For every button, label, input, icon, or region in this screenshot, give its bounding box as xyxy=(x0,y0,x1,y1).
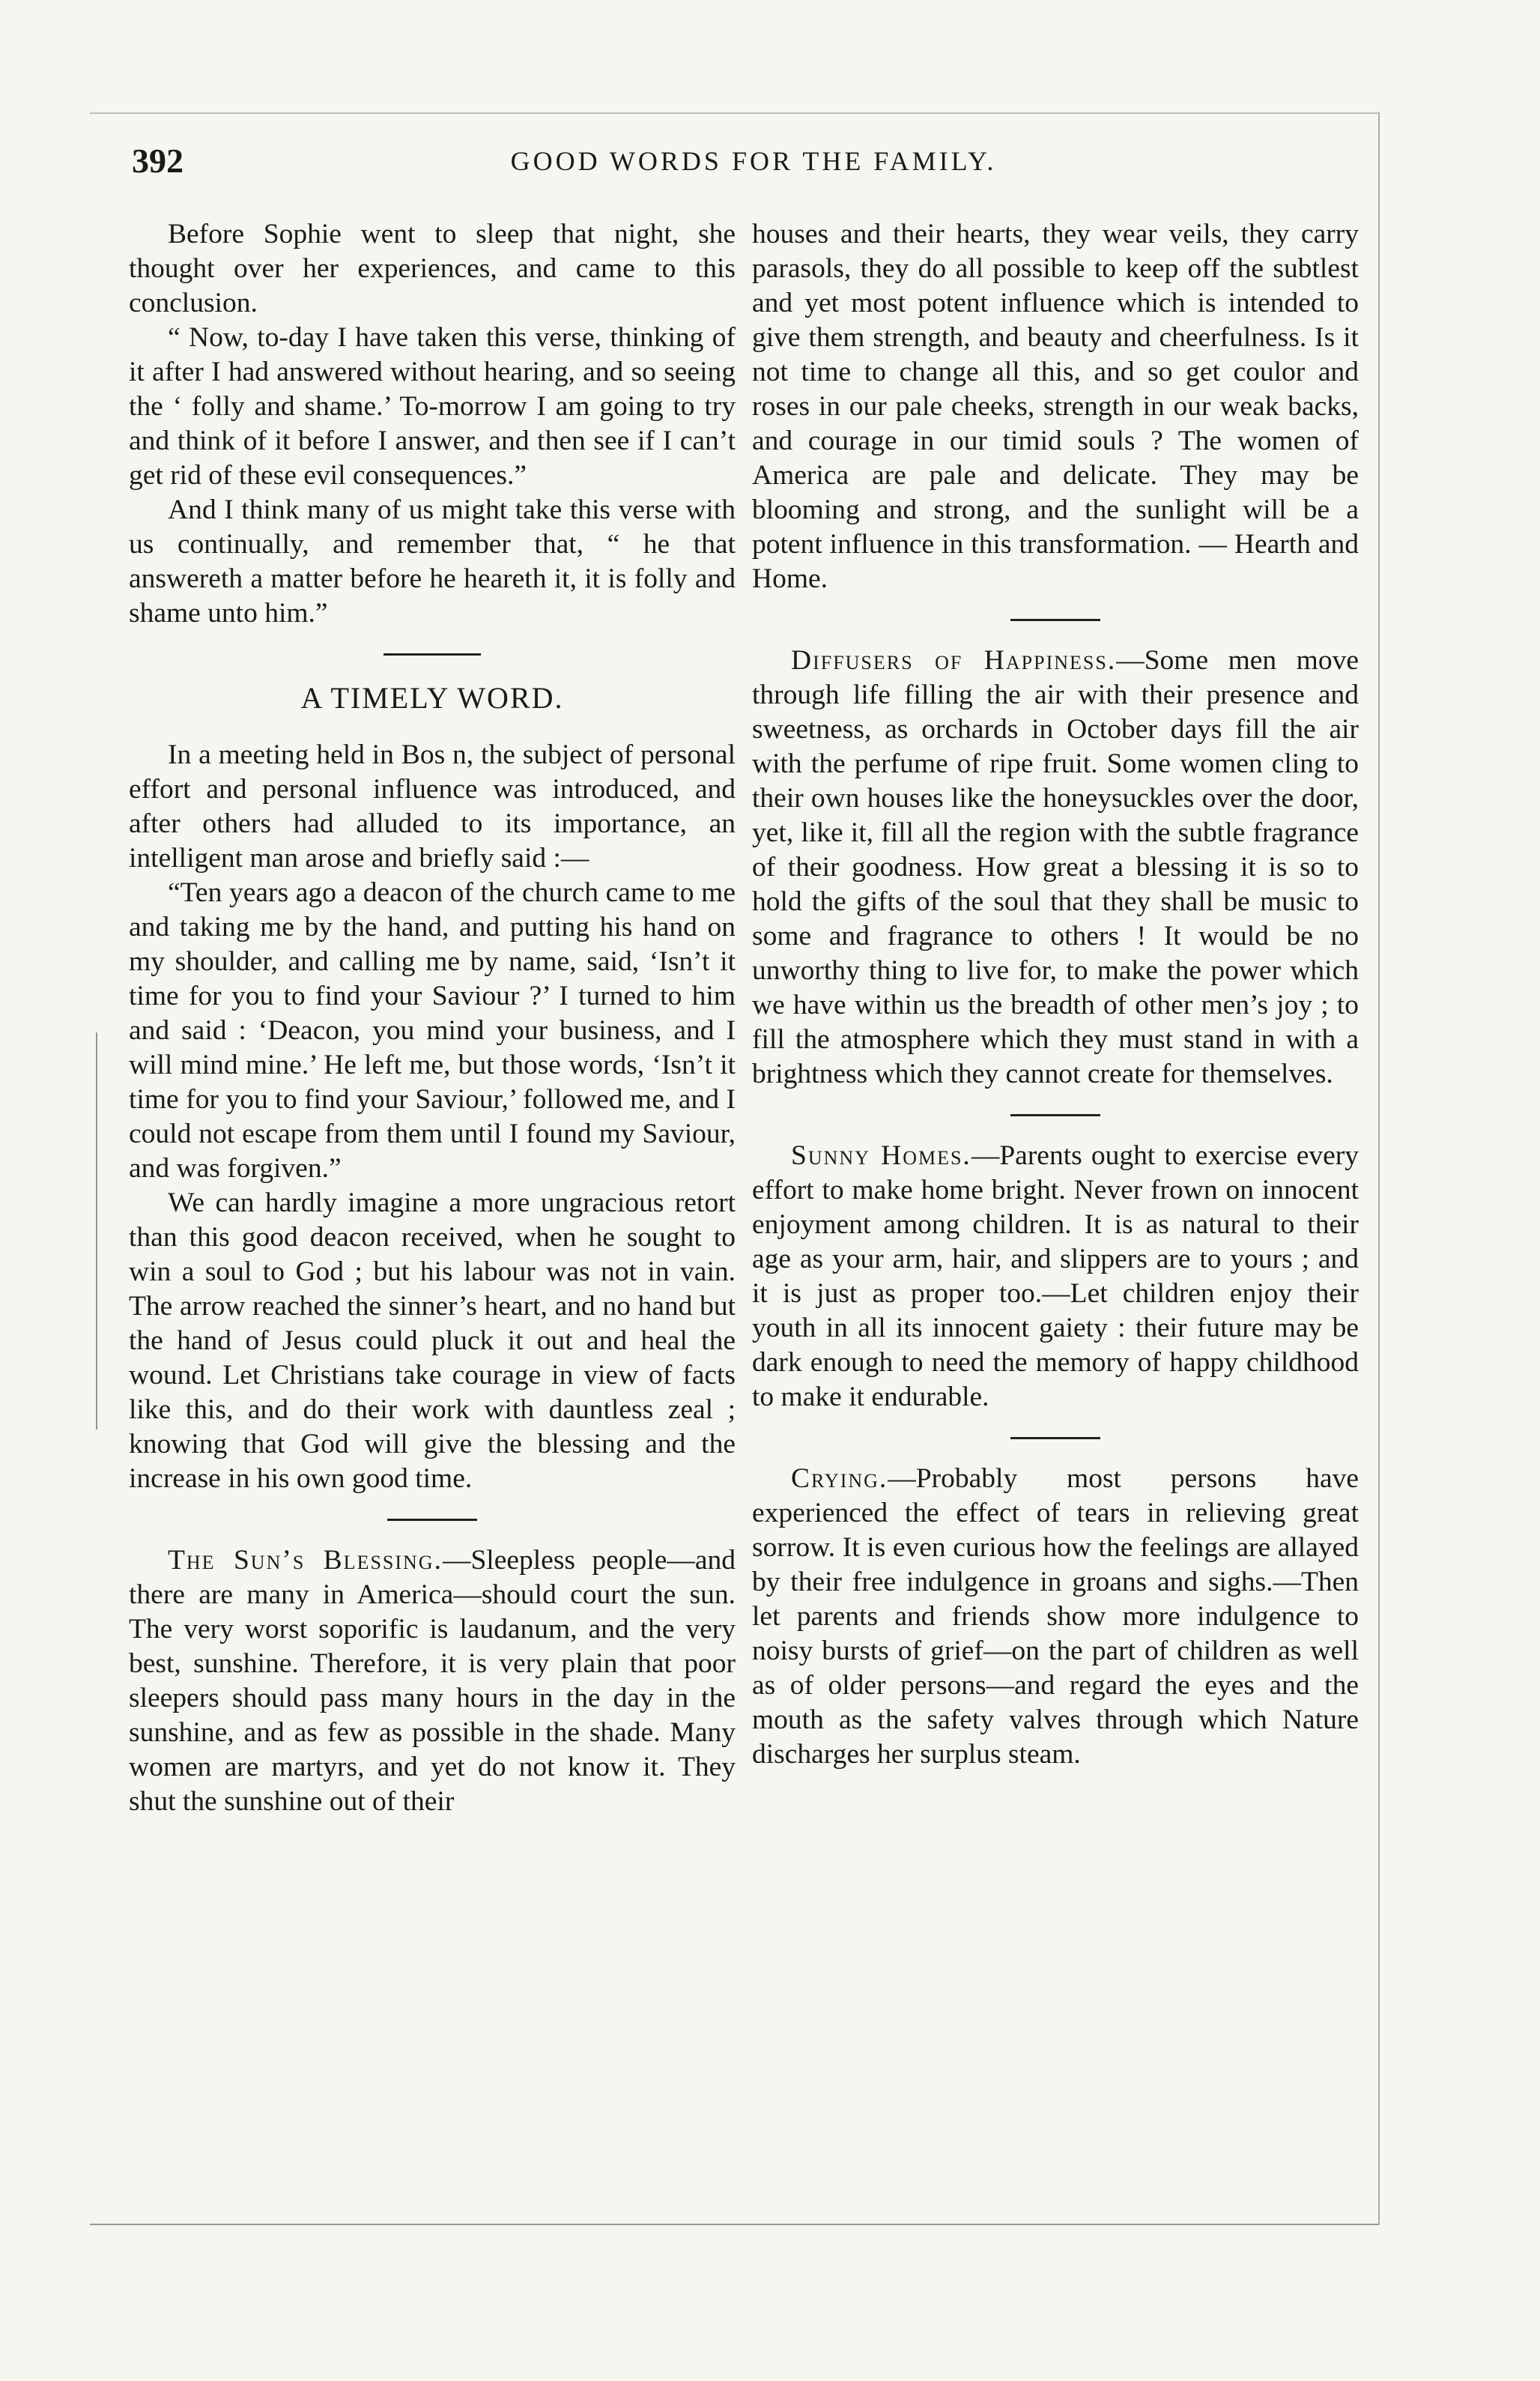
paragraph xyxy=(752,1139,1359,1415)
run-in-heading: Diffusers of Happiness. xyxy=(791,645,1117,676)
paragraph-text: —Probably most persons have experienced the effect of tears in relieving great sorrow. It is even curious how the feelings are allayed by their free indulgence in groans and sighs.—Then let parents and friends show more indulgence to noisy bursts of grief—on the part of children as well as of older persons—and regard the eyes and the mouth as the safety valves through which Nature discharges her surplus steam. xyxy=(752,1463,1359,1770)
section-divider xyxy=(1010,1114,1100,1116)
section-divider xyxy=(1010,619,1100,621)
paragraph xyxy=(752,1462,1359,1772)
paragraph-text: —Some men move through life filling the air with their presence and sweetness, as orchards in October days fill the air with the perfume of ripe fruit. Some women cling to their own houses like the honeysuckles over the door, yet, like it, fill all the region with the subtle fragrance of their goodness. How great a blessing it is so to hold the gifts of the soul that they shall be music to some and fragrance to others ! It would be no unworthy thing to live for, to make the power which we have within us the breadth of other men’s joy ; to fill the atmosphere which they must stand in with a brightness which they cannot create for themselves. xyxy=(752,645,1359,1089)
paragraph xyxy=(752,644,1359,1092)
paragraph: “Ten years ago a deacon of the church came to me and taking me by the hand, and putting his hand on my shoulder, and calling me by name, said, ‘Isn’t it time for you to find your Saviour ?’ I turned to him and said : ‘Deacon, you mind your business, and I will mind mine.’ He left me, but those words, ‘Isn’t it time for you to find your Saviour,’ followed me, and I could not escape from them until I found my Saviour, and was forgiven.” xyxy=(129,877,736,1184)
left-column xyxy=(129,217,736,1819)
right-column xyxy=(752,217,1359,1772)
section-divider xyxy=(1010,1437,1100,1439)
run-in-heading: Sunny Homes. xyxy=(791,1140,971,1171)
paragraph: “ Now, to-day I have taken this verse, thinking of it after I had answered without hearing, and so seeing the ‘ folly and shame.’ To-morrow I am going to try and think of it before I answer, and then see if I can’t get rid of these evil consequences.” xyxy=(129,322,736,491)
margin-mark xyxy=(96,1032,97,1429)
bottom-border-rule xyxy=(90,2224,1378,2225)
run-in-heading: Crying. xyxy=(791,1463,888,1494)
paragraph: In a meeting held in Bos n, the subject of personal effort and personal influence was introduced, and after others had alluded to its importance, an intelligent man arose and briefly said :— xyxy=(129,739,736,874)
top-border-rule xyxy=(90,112,1378,114)
section-title: A TIMELY WORD. xyxy=(300,681,564,715)
section-divider xyxy=(384,653,481,656)
paragraph: Before Sophie went to sleep that night, she thought over her experiences, and came to this conclusion. xyxy=(129,219,736,318)
paragraph-text: —Parents ought to exercise every effort to make home bright. Never frown on innocent enjoyment among children. It is as natural to their age as your arm, hair, and slippers are to yours ; and it is just as proper too.—Let children enjoy their youth in all its innocent gaiety : their future may be dark enough to need the memory of happy childhood to make it endurable. xyxy=(752,1140,1359,1412)
right-border-rule xyxy=(1378,112,1380,2225)
section-divider xyxy=(387,1519,477,1521)
paragraph: We can hardly imagine a more ungracious retort than this good deacon received, when he sought to win a soul to God ; but his labour was not in vain. The arrow reached the sinner’s heart, and no hand but the hand of Jesus could pluck it out and heal the wound. Let Christians take courage in view of facts like this, and do their work with dauntless zeal ; knowing that God will give the blessing and the increase in his own good time. xyxy=(129,1188,736,1494)
paragraph: houses and their hearts, they wear veils, they carry parasols, they do all possible to keep off the subtlest and yet most potent influence which is intended to give them strength, and beauty and cheerfulness. Is it not time to change all this, and so get coulor and roses in our pale cheeks, strength in our weak backs, and courage in our timid souls ? The women of America are pale and delicate. They may be blooming and strong, and the sunlight will be a potent influence in this transformation. — Hearth and Home. xyxy=(752,219,1359,594)
page-number: 392 xyxy=(132,142,184,180)
paragraph: And I think many of us might take this verse with us continually, and remember that, “ he that answereth a matter before he heareth it, it is folly and shame unto him.” xyxy=(129,494,736,629)
paragraph-text: —Sleepless people—and there are many in America—should court the sun. The very worst soporific is laudanum, and the very best, sunshine. Therefore, it is very plain that poor sleepers should pass many hours in the day in the sunshine, and as few as possible in the shade. Many women are martyrs, and yet do not know it. They shut the sunshine out of their xyxy=(129,1545,736,1817)
run-in-heading: The Sun’s Blessing. xyxy=(168,1545,443,1576)
journal-title: GOOD WORDS FOR THE FAMILY. xyxy=(510,146,997,176)
paragraph xyxy=(129,1543,736,1819)
running-head xyxy=(132,141,1375,186)
